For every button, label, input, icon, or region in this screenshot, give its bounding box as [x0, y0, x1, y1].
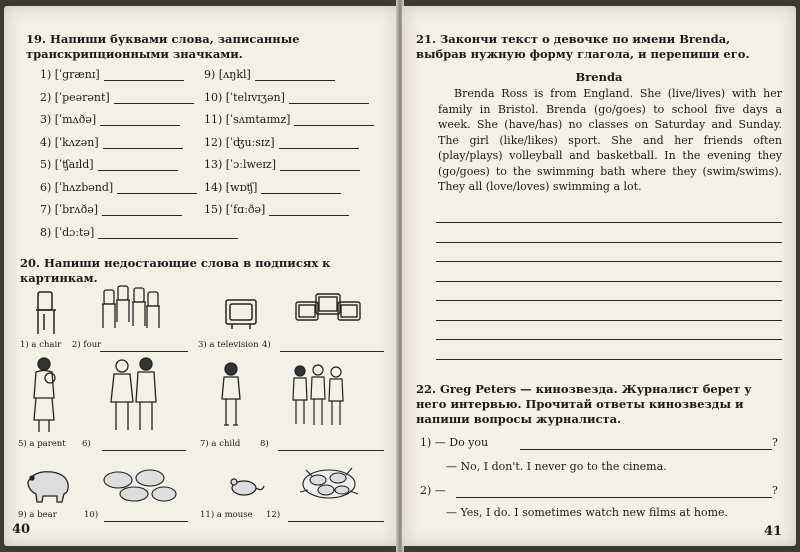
- exercise-19-title: 19. Напиши буквами слова, записанные транскрипционными значками.: [26, 32, 300, 61]
- answer-line[interactable]: [294, 124, 374, 126]
- exercise-20-title: 20. Напиши недостающие слова в подписях к картинкам.: [20, 256, 331, 285]
- exercise-22-title: 22. Greg Peters — кинозвезда. Журналист берет у него интервью. Прочитай ответы кинозвезды и напиши вопросы журналиста.: [416, 382, 752, 426]
- writing-line[interactable]: [436, 320, 782, 321]
- story-title: Brenda: [575, 70, 623, 84]
- answer-line-6[interactable]: [102, 449, 186, 451]
- caption-6: 6): [82, 439, 91, 449]
- answer-line-4[interactable]: [280, 350, 384, 352]
- answer-line[interactable]: [98, 169, 178, 171]
- answer-line-12[interactable]: [288, 520, 384, 522]
- transcription-item-4: [40, 136, 183, 149]
- caption-11: 11) a mouse: [200, 510, 253, 520]
- transcription-item-1: [40, 68, 184, 81]
- answer-2: — Yes, I do. I sometimes watch new films at home.: [446, 506, 729, 519]
- four-chairs-picture: [96, 284, 166, 334]
- caption-5: 5) a parent: [18, 439, 66, 449]
- mice-picture: [296, 462, 362, 506]
- caption-1: 1) a chair: [20, 340, 62, 350]
- answer-line[interactable]: [102, 214, 182, 216]
- transcription-item-3: [40, 113, 180, 126]
- chair-picture: [24, 288, 74, 338]
- transcription-label: 13) [ˈɔːlweɪz]: [204, 158, 277, 171]
- writing-line[interactable]: [436, 222, 782, 223]
- transcription-item-11: [204, 113, 374, 126]
- answer-line[interactable]: [261, 192, 341, 194]
- transcription-label: 8) [ˈdɔːtə]: [40, 225, 95, 239]
- page-number-right: 41: [764, 524, 783, 539]
- transcription-label: 11) [ˈsʌmtaɪmz]: [204, 113, 291, 126]
- writing-line[interactable]: [436, 339, 782, 340]
- transcription-label: 10) [ˈtelɪvɪʒən]: [204, 90, 285, 104]
- transcription-label: 7) [ˈbrʌðə]: [40, 203, 99, 216]
- parent-picture: [26, 356, 66, 436]
- question-2-prefix: 2) —: [420, 484, 446, 497]
- writing-line[interactable]: [436, 261, 782, 262]
- caption-12: 12): [266, 510, 281, 520]
- transcription-item-6: [40, 181, 197, 194]
- writing-line[interactable]: [436, 242, 782, 243]
- page-number-left: 40: [12, 522, 31, 537]
- exercise-21-title: 21. Закончи текст о девочке по имени Brenda, выбрав нужную форму глагола, и перепиши его.: [416, 32, 750, 61]
- writing-line[interactable]: [436, 300, 782, 301]
- answer-line[interactable]: [279, 147, 359, 149]
- transcription-label: 15) [ˈfɑːðə]: [204, 203, 266, 216]
- transcription-item-9: [204, 68, 335, 81]
- question-1-line[interactable]: [520, 448, 772, 450]
- children-picture: [290, 362, 350, 434]
- transcription-label: 9) [ʌŋkl]: [204, 68, 251, 81]
- transcription-label: 6) [ˈhʌzbənd]: [40, 180, 114, 194]
- answer-line[interactable]: [103, 147, 183, 149]
- answer-line[interactable]: [269, 214, 349, 216]
- left-page: [4, 6, 398, 546]
- caption-9: 9) a bear: [18, 510, 57, 520]
- answer-line[interactable]: [100, 124, 180, 126]
- transcription-label: 1) [ˈgrænɪ]: [40, 68, 100, 81]
- transcription-item-15: [204, 203, 349, 216]
- answer-line[interactable]: [104, 79, 184, 81]
- question-2-mark: ?: [772, 484, 778, 497]
- question-1-prefix: 1) — Do you: [420, 436, 489, 449]
- caption-3: 3) a television: [198, 340, 259, 350]
- question-2-line[interactable]: [456, 496, 772, 498]
- transcription-item-8: [40, 226, 238, 239]
- caption-7: 7) a child: [200, 439, 241, 449]
- answer-line[interactable]: [289, 102, 369, 104]
- answer-line[interactable]: [98, 237, 238, 239]
- answer-line-2[interactable]: [100, 350, 188, 352]
- parents-picture: [104, 356, 164, 436]
- answer-line[interactable]: [255, 79, 335, 81]
- writing-line[interactable]: [436, 359, 782, 360]
- televisions-picture: [294, 292, 364, 332]
- transcription-label: 4) [ˈkʌzən]: [40, 135, 99, 149]
- answer-line[interactable]: [280, 169, 360, 171]
- mouse-picture: [226, 474, 264, 498]
- caption-8: 8): [260, 439, 269, 449]
- writing-line[interactable]: [436, 281, 782, 282]
- transcription-label: 12) [ˈʤuːsɪz]: [204, 135, 275, 149]
- answer-1: — No, I don't. I never go to the cinema.: [446, 460, 667, 473]
- transcription-item-5: [40, 158, 178, 171]
- story-text: Brenda Ross is from England. She (live/lives) with her family in Bristol. Brenda (go/goes) to school five days a week. She (have/has) no classes on Saturday and Sunday. The girl (like/likes) sport. She and her friends often (play/plays) volleyball and basketball. In the evening they (go/goes) to the swimming bath where they (swim/swims). They all (love/loves) swimming a lot.: [438, 87, 782, 193]
- answer-line-8[interactable]: [278, 449, 384, 451]
- transcription-item-7: [40, 203, 182, 216]
- transcription-label: 14) [wɒʧ]: [204, 180, 258, 194]
- transcription-item-2: [40, 91, 194, 104]
- bears-picture: [100, 466, 180, 504]
- caption-4: 4): [262, 340, 271, 350]
- answer-line[interactable]: [114, 102, 194, 104]
- bear-picture: [24, 464, 74, 504]
- right-page: [402, 6, 796, 546]
- transcription-label: 2) [ˈpeərənt]: [40, 90, 110, 104]
- transcription-item-12: [204, 136, 359, 149]
- caption-2: 2) four: [72, 340, 102, 350]
- television-picture: [224, 298, 258, 332]
- transcription-item-10: [204, 91, 369, 104]
- child-picture: [216, 361, 246, 433]
- transcription-item-14: [204, 181, 341, 194]
- transcription-item-13: [204, 158, 360, 171]
- answer-line[interactable]: [117, 192, 197, 194]
- transcription-label: 5) [ˈʧaɪld]: [40, 158, 94, 171]
- question-1-mark: ?: [772, 436, 778, 449]
- caption-10: 10): [84, 510, 99, 520]
- transcription-label: 3) [ˈmʌðə]: [40, 113, 97, 126]
- answer-line-10[interactable]: [104, 520, 188, 522]
